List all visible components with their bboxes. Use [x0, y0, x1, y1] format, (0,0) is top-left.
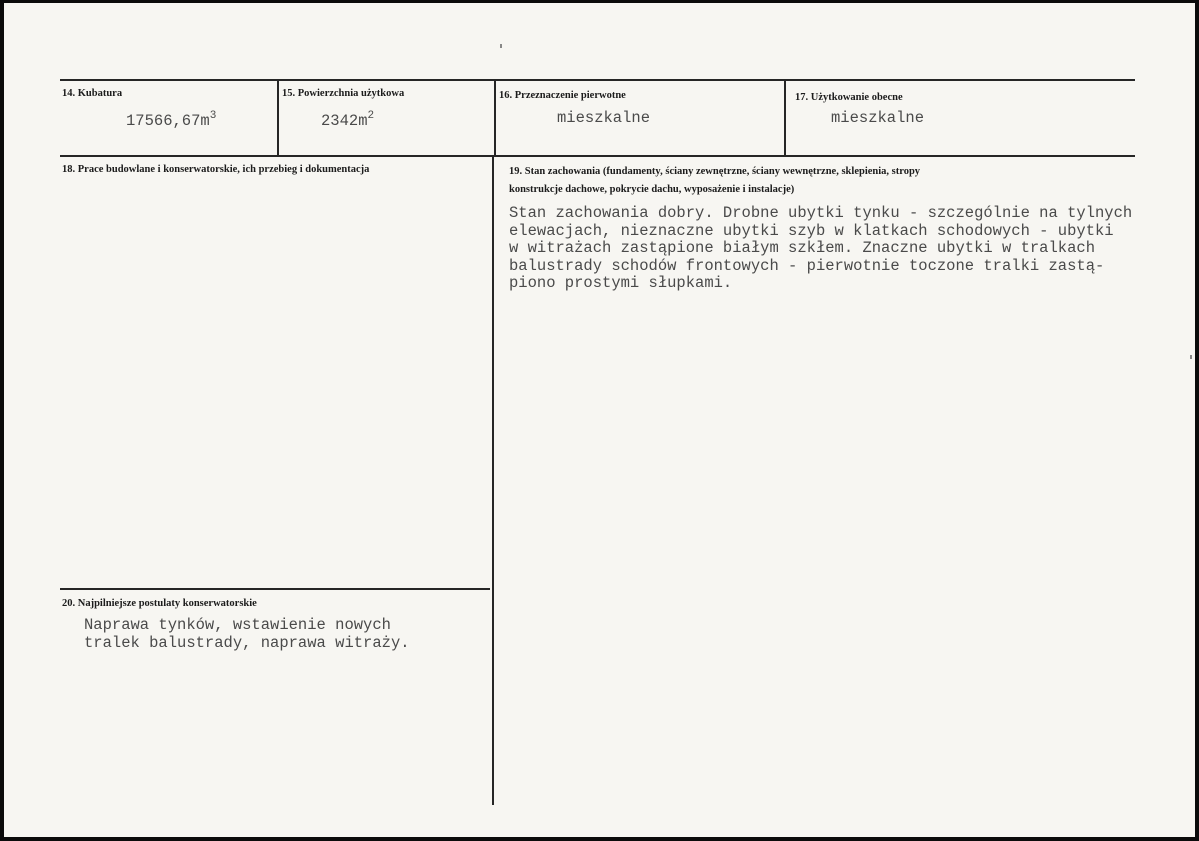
field-19-label-line2: konstrukcje dachowe, pokrycie dachu, wyposażenie i instalacje): [509, 184, 795, 195]
field-19-line: elewacjach, nieznaczne ubytki szyb w klatkach schodowych - ubytki: [509, 221, 1114, 240]
field-14-value: $17566,67m^3$: [126, 110, 217, 130]
paper-speck: [500, 44, 502, 48]
field-19-line: piono prostymi słupkami.: [509, 274, 733, 292]
field-17-label: 17. Użytkowanie obecne: [795, 92, 903, 103]
inventory-card: [4, 3, 1195, 837]
field-19-line: balustrady schodów frontowych - pierwotnie toczone tralki zastą-: [509, 256, 1105, 275]
field-19-line: Stan zachowania dobry. Drobne ubytki tynku - szczególnie na tylnych: [509, 204, 1133, 222]
divider-lower: [492, 155, 494, 805]
field-16-label: 16. Przeznaczenie pierwotne: [499, 90, 626, 101]
divider-15-16: [494, 79, 496, 157]
paper-speck: [1190, 355, 1192, 359]
field-20-line: tralek balustrady, naprawa witraży.: [84, 634, 410, 652]
top-rule: [60, 79, 1135, 81]
field-20-line: Naprawa tynków, wstawienie nowych: [84, 616, 391, 634]
field-18-label: 18. Prace budowlane i konserwatorskie, ich przebieg i dokumentacja: [62, 164, 370, 175]
field-20-label: 20. Najpilniejsze postulaty konserwatorskie: [62, 598, 257, 609]
field-16-value: mieszkalne: [557, 109, 651, 127]
field-15-label: 15. Powierzchnia użytkowa: [282, 88, 405, 99]
field20-top-rule: [60, 588, 490, 590]
divider-16-17: [784, 79, 786, 157]
row1-bottom-rule: [60, 155, 1135, 157]
field-19-line: w witrażach zastąpione białym szkłem. Znaczne ubytki w tralkach: [509, 239, 1095, 257]
field-14-label: 14. Kubatura: [62, 88, 123, 99]
field-17-value: mieszkalne: [831, 109, 925, 127]
field-15-value: $2342m^2$: [321, 110, 375, 130]
field-19-label-line1: 19. Stan zachowania (fundamenty, ściany zewnętrzne, ściany wewnętrzne, sklepienia, stropy: [509, 166, 921, 177]
divider-14-15: [277, 79, 279, 157]
